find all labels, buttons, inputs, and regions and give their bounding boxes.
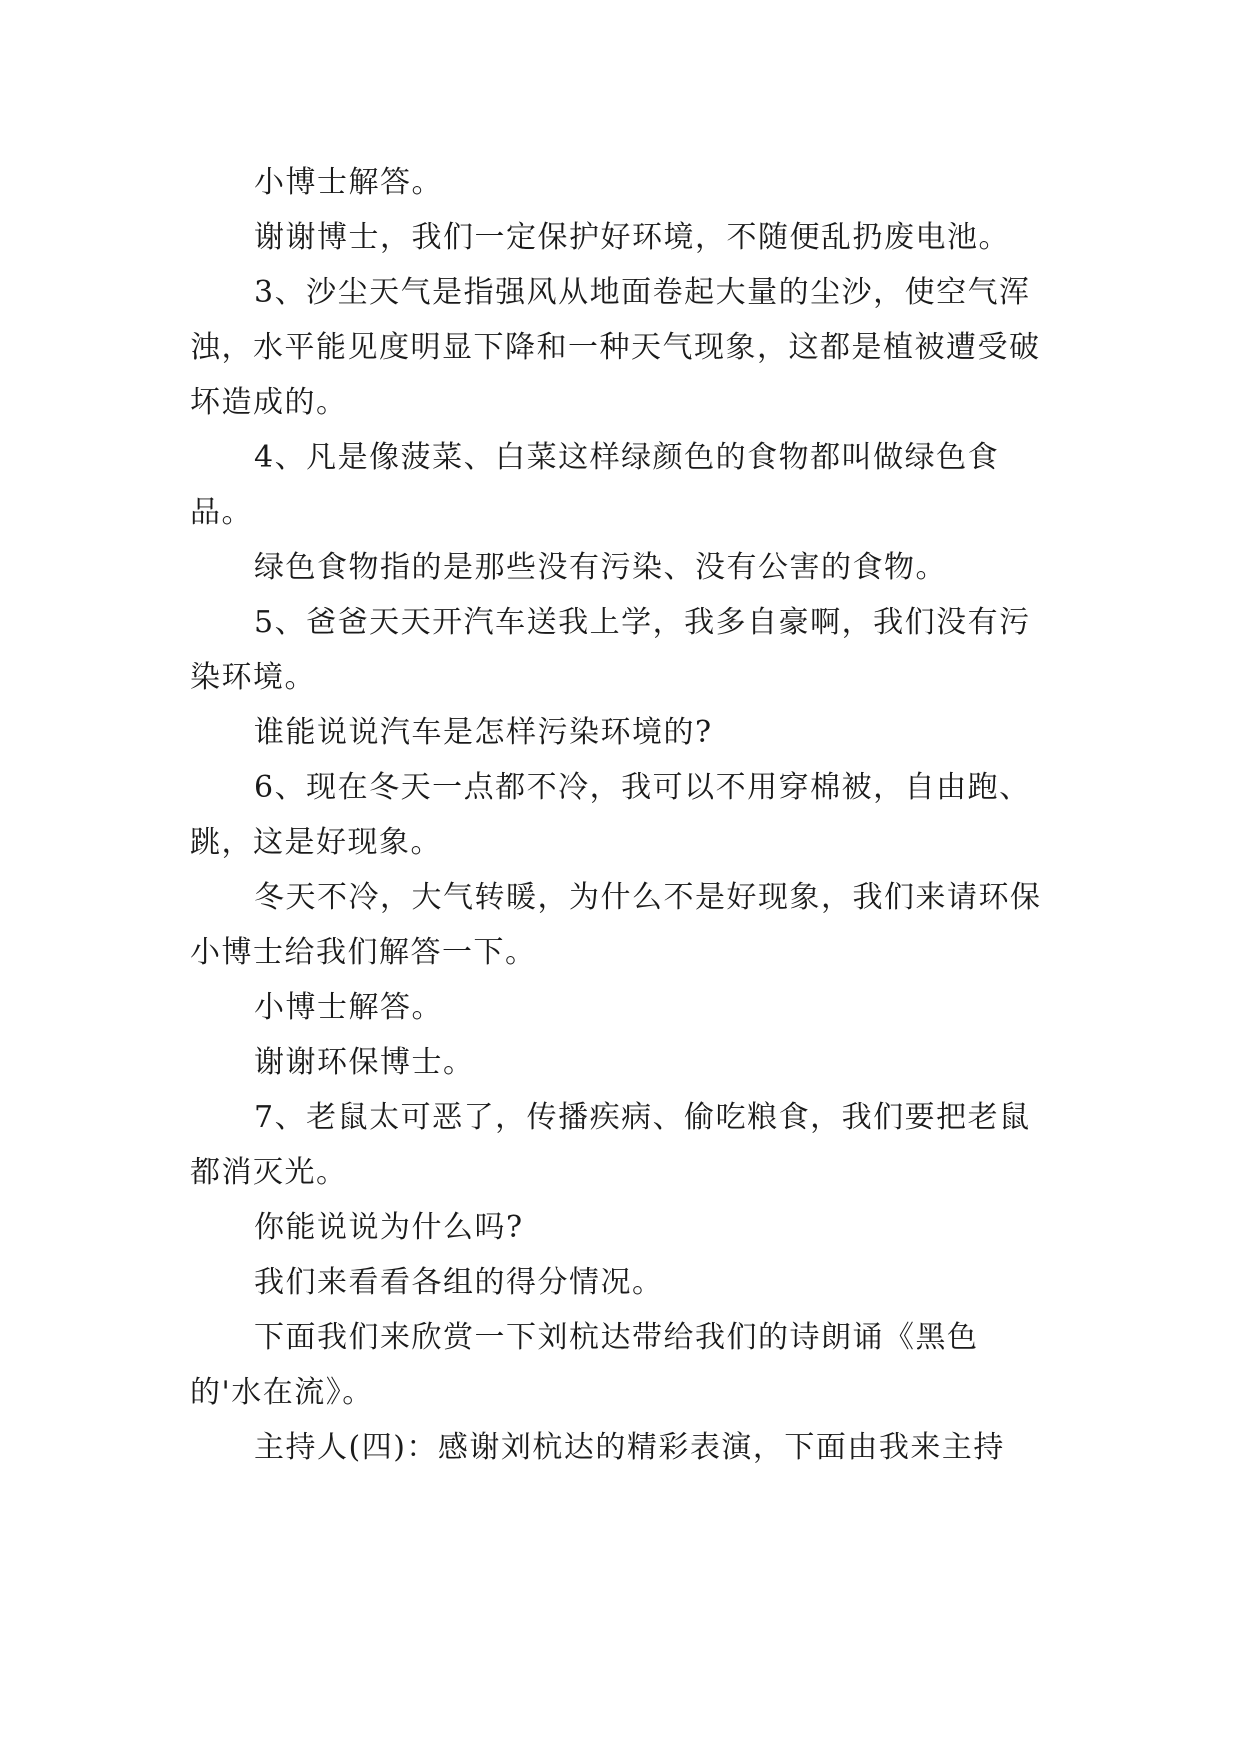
paragraph: 小博士解答。	[254, 990, 443, 1025]
paragraph: 谢谢环保博士。	[254, 1045, 475, 1080]
paragraph: 5、爸爸天天开汽车送我上学，我多自豪啊，我们没有污染环境。	[190, 605, 1031, 695]
document-body	[190, 155, 1050, 1475]
paragraph: 我们来看看各组的得分情况。	[254, 1265, 664, 1300]
paragraph: 谢谢博士，我们一定保护好环境，不随便乱扔废电池。	[254, 220, 1010, 255]
paragraph: 小博士解答。	[254, 165, 443, 200]
paragraph: 主持人(四)：感谢刘杭达的精彩表演，下面由我来主持	[254, 1430, 1005, 1465]
paragraph: 下面我们来欣赏一下刘杭达带给我们的诗朗诵《黑色的'水在流》。	[190, 1320, 979, 1410]
paragraph: 你能说说为什么吗?	[254, 1210, 524, 1245]
paragraph: 4、凡是像菠菜、白菜这样绿颜色的食物都叫做绿色食品。	[190, 440, 1000, 530]
paragraph: 谁能说说汽车是怎样污染环境的?	[254, 715, 713, 750]
paragraph: 绿色食物指的是那些没有污染、没有公害的食物。	[254, 550, 947, 585]
paragraph: 冬天不冷，大气转暖，为什么不是好现象，我们来请环保小博士给我们解答一下。	[190, 880, 1042, 970]
paragraph: 3、沙尘天气是指强风从地面卷起大量的尘沙，使空气浑浊，水平能见度明显下降和一种天气现象，这都是植被遭受破坏造成的。	[190, 275, 1041, 420]
paragraph: 7、老鼠太可恶了，传播疾病、偷吃粮食，我们要把老鼠都消灭光。	[190, 1100, 1031, 1190]
paragraph: 6、现在冬天一点都不冷，我可以不用穿棉被，自由跑、跳，这是好现象。	[190, 770, 1031, 860]
